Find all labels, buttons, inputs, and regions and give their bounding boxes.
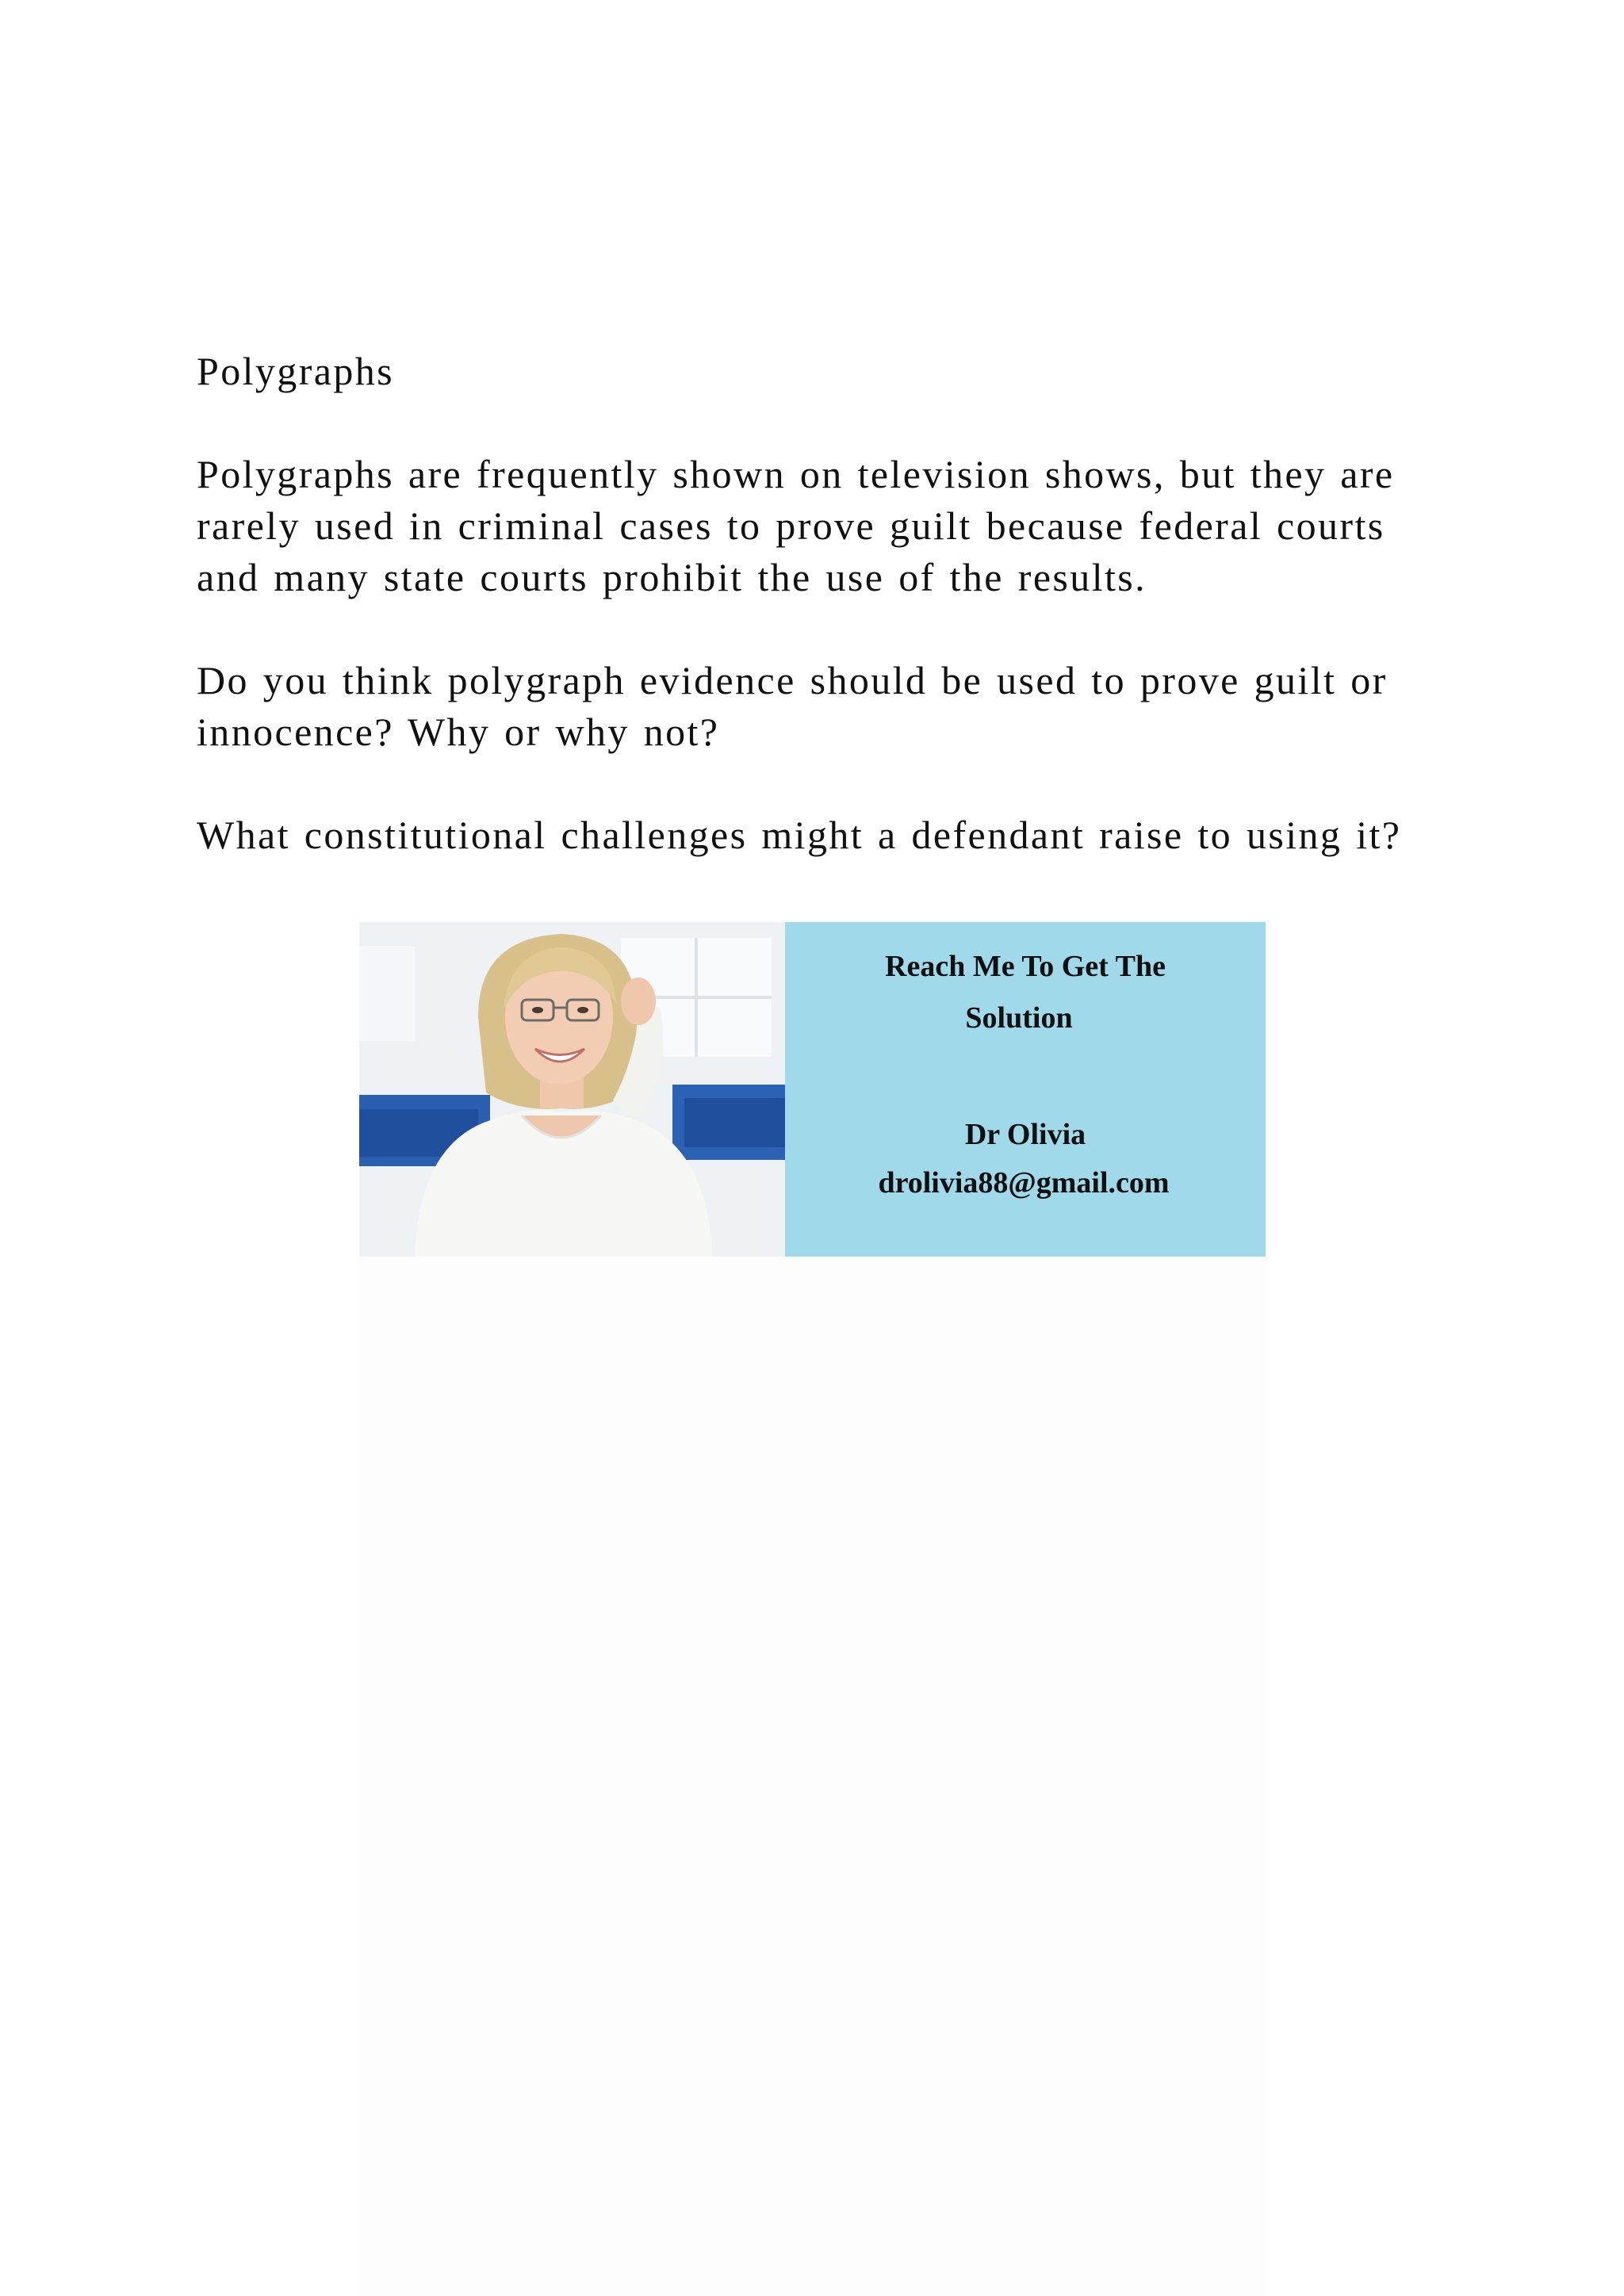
- contact-email[interactable]: drolivia88@gmail.com: [878, 1166, 1170, 1200]
- paragraph-question-2: What constitutional challenges might a defendant raise to using it?: [197, 813, 1402, 857]
- contact-name: Dr Olivia: [964, 1118, 1086, 1151]
- banner-heading-line-1: Reach Me To Get The: [885, 950, 1166, 983]
- woman-illustration: [359, 922, 785, 1257]
- document-title: Polygraphs: [197, 349, 394, 393]
- page-shade: [358, 1257, 1266, 2296]
- document-body: [197, 346, 1434, 861]
- contact-banner: [359, 922, 1266, 1257]
- banner-heading-line-2: Solution: [965, 1001, 1073, 1035]
- paragraph-question-1: Do you think polygraph evidence should be used to prove guilt or innocence? Why or why not?: [197, 658, 1388, 754]
- contact-info-panel: [785, 922, 1266, 1257]
- woman-photo: [359, 922, 785, 1257]
- paragraph-intro: Polygraphs are frequently shown on television shows, but they are rarely used in criminal cases to prove guilt because federal courts and many state courts prohibit the use of the results.: [197, 452, 1395, 599]
